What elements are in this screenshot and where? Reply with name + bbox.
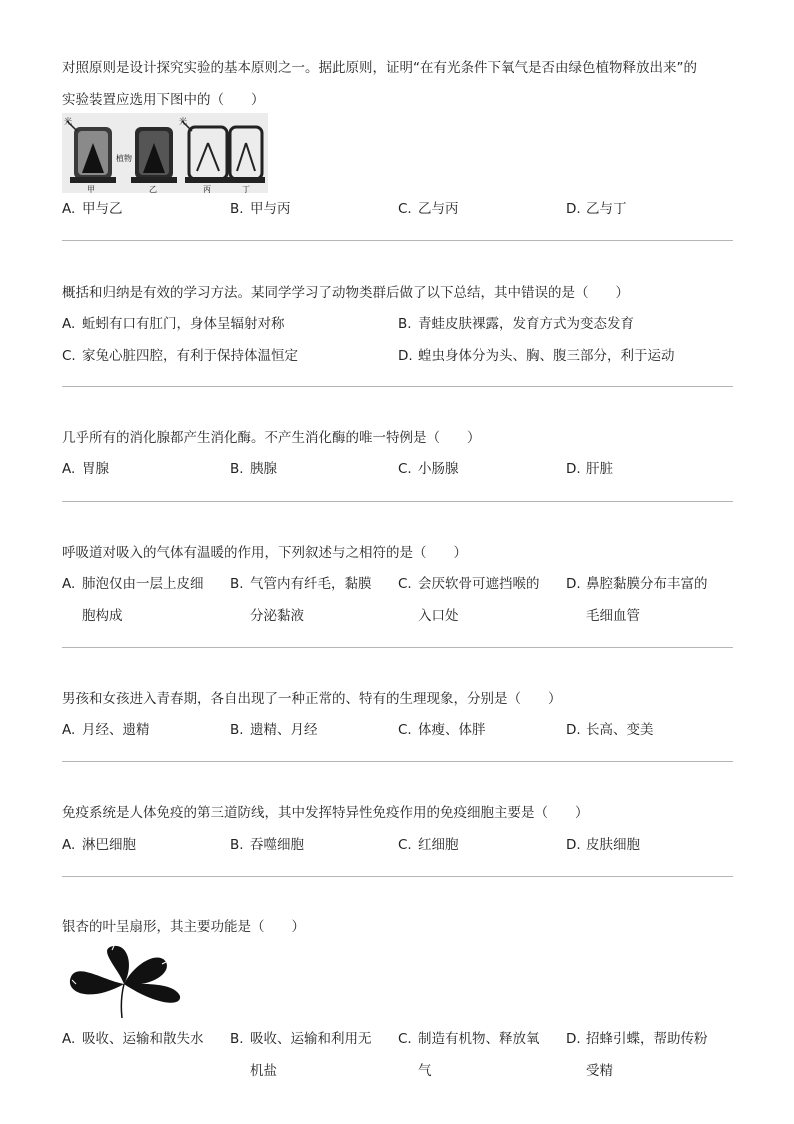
plant-label: 植物 bbox=[116, 154, 132, 163]
q7-option-b[interactable]: B. 吸收、运输和利用无机盐 bbox=[230, 1031, 372, 1079]
q1-option-a[interactable]: A. 甲与乙 bbox=[62, 201, 123, 217]
jar-a-label: 甲 bbox=[87, 185, 95, 193]
q1-option-b[interactable]: B. 甲与丙 bbox=[230, 201, 291, 217]
q3-option-c[interactable]: C. 小肠腺 bbox=[398, 461, 459, 477]
q7-stem: 银杏的叶呈扇形，其主要功能是（ ） bbox=[62, 919, 305, 935]
q4-option-d[interactable]: D. 鼻腔黏膜分布丰富的毛细血管 bbox=[566, 576, 708, 624]
q2-option-d[interactable]: D. 蝗虫身体分为头、胸、腹三部分，利于运动 bbox=[398, 348, 675, 364]
q5-option-a[interactable]: A. 月经、遗精 bbox=[62, 722, 150, 738]
q6-option-d[interactable]: D. 皮肤细胞 bbox=[566, 837, 640, 853]
divider bbox=[62, 876, 733, 877]
divider bbox=[62, 501, 733, 502]
ginkgo-leaf-illustration bbox=[62, 940, 190, 1024]
q2-option-c[interactable]: C. 家兔心脏四腔，有利于保持体温恒定 bbox=[62, 348, 298, 364]
divider bbox=[62, 647, 733, 648]
q6-option-b[interactable]: B. 吞噬细胞 bbox=[230, 837, 304, 853]
jar-c-label: 丙 bbox=[203, 185, 211, 193]
light-label-2: 光 bbox=[179, 117, 187, 126]
q1-option-d[interactable]: D. 乙与丁 bbox=[566, 201, 627, 217]
q2-option-a[interactable]: A. 蚯蚓有口有肛门，身体呈辐射对称 bbox=[62, 316, 285, 332]
q3-stem: 几乎所有的消化腺都产生消化酶。不产生消化酶的唯一特例是（ ） bbox=[62, 430, 481, 446]
divider bbox=[62, 386, 733, 387]
divider bbox=[62, 240, 733, 241]
q3-option-a[interactable]: A. 胃腺 bbox=[62, 461, 109, 477]
divider bbox=[62, 761, 733, 762]
q3-option-d[interactable]: D. 肝脏 bbox=[566, 461, 613, 477]
q6-option-a[interactable]: A. 淋巴细胞 bbox=[62, 837, 136, 853]
q4-option-a[interactable]: A. 肺泡仅由一层上皮细胞构成 bbox=[62, 576, 204, 624]
q4-stem: 呼吸道对吸入的气体有温暖的作用，下列叙述与之相符的是（ ） bbox=[62, 545, 467, 561]
jar-b-label: 乙 bbox=[149, 185, 157, 193]
q3-option-b[interactable]: B. 胰腺 bbox=[230, 461, 277, 477]
q1-stem-line1: 对照原则是设计探究实验的基本原则之一。据此原则，证明“在有光条件下氧气是否由绿色植物释放出来”的 bbox=[62, 60, 697, 76]
q7-option-d[interactable]: D. 招蜂引蝶，帮助传粉受精 bbox=[566, 1031, 708, 1079]
q6-option-c[interactable]: C. 红细胞 bbox=[398, 837, 459, 853]
q5-option-c[interactable]: C. 体瘦、体胖 bbox=[398, 722, 486, 738]
q1-apparatus-figure bbox=[62, 113, 268, 193]
q5-option-b[interactable]: B. 遗精、月经 bbox=[230, 722, 318, 738]
q7-option-a[interactable]: A. 吸收、运输和散失水 bbox=[62, 1031, 204, 1047]
q4-option-b[interactable]: B. 气管内有纤毛，黏膜分泌黏液 bbox=[230, 576, 372, 624]
q2-stem: 概括和归纳是有效的学习方法。某同学学习了动物类群后做了以下总结，其中错误的是（ ） bbox=[62, 285, 629, 301]
light-label-1: 光 bbox=[64, 117, 72, 126]
q5-option-d[interactable]: D. 长高、变美 bbox=[566, 722, 654, 738]
q1-option-c[interactable]: C. 乙与丙 bbox=[398, 201, 459, 217]
jar-b-illustration bbox=[131, 127, 177, 183]
q7-option-c[interactable]: C. 制造有机物、释放氧气 bbox=[398, 1031, 540, 1079]
q1-stem-line2: 实验装置应选用下图中的（ ） bbox=[62, 92, 265, 108]
q6-stem: 免疫系统是人体免疫的第三道防线，其中发挥特异性免疫作用的免疫细胞主要是（ ） bbox=[62, 805, 589, 821]
q5-stem: 男孩和女孩进入青春期，各自出现了一种正常的、特有的生理现象，分别是（ ） bbox=[62, 691, 562, 707]
q2-option-b[interactable]: B. 青蛙皮肤裸露，发育方式为变态发育 bbox=[398, 316, 634, 332]
jar-d-label: 丁 bbox=[242, 185, 250, 193]
q4-option-c[interactable]: C. 会厌软骨可遮挡喉的入口处 bbox=[398, 576, 540, 624]
